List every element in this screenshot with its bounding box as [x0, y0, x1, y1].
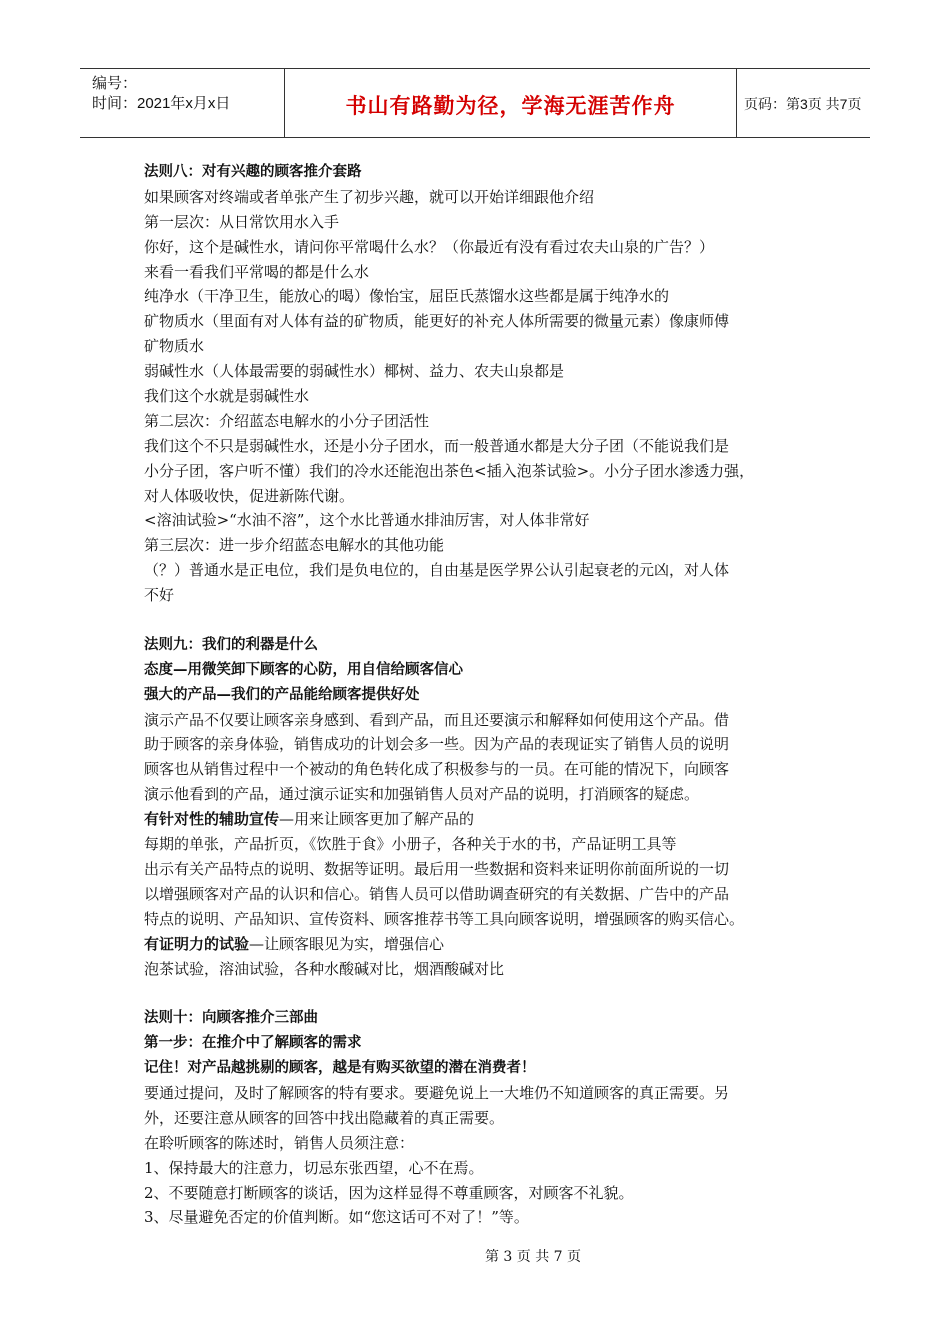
- header-page-info: 页码：第3页 共7页: [744, 96, 862, 112]
- header-motto-cell: [284, 69, 737, 137]
- paragraph-line: 每期的单张，产品折页，《饮胜于食》小册子，各种关于水的书，产品证明工具等: [144, 835, 677, 854]
- paragraph-line: 在聆听顾客的陈述时，销售人员须注意：: [144, 1133, 415, 1152]
- paragraph-line: 矿物质水: [144, 337, 205, 356]
- term-description: —让顾客眼见为实，增强信心: [249, 934, 445, 953]
- paragraph-line: 助于顾客的亲身体验，销售成功的计划会多一些。因为产品的表现证实了销售人员的说明: [144, 735, 730, 754]
- paragraph-line: （？）普通水是正电位，我们是负电位的，自由基是医学界公认引起衰老的元凶，对人体: [144, 561, 730, 580]
- paragraph-line: [144, 807, 824, 832]
- paragraph-line: 出示有关产品特点的说明、数据等证明。最后用一些数据和资料来证明你前面所说的一切: [144, 859, 730, 878]
- header-motto: 书山有路勤为径，学海无涯苦作舟: [345, 94, 676, 118]
- paragraph-line: 特点的说明、产品知识、宣传资料、顾客推荐书等工具向顾客说明，增强顾客的购买信心。: [144, 909, 745, 928]
- paragraph-line: 不好: [144, 586, 175, 605]
- list-item: 2、不要随意打断顾客的谈话，因为这样显得不尊重顾客，对顾客不礼貌。: [144, 1183, 634, 1202]
- document-body: [144, 160, 824, 1230]
- paragraph-line: 小分子团，客户听不懂）我们的冷水还能泡出茶色<插入泡茶试验>。小分子团水渗透力强，: [144, 461, 755, 480]
- paragraph-line: 泡茶试验，溶油试验，各种水酸碱对比，烟酒酸碱对比: [144, 959, 505, 978]
- header-page-cell: [736, 69, 870, 137]
- paragraph-line: [144, 932, 824, 957]
- footer-page-number: 第 3 页 共 7 页: [484, 1249, 582, 1265]
- bold-subheading: 态度—用微笑卸下顾客的心防，用自信给顾客信心: [144, 661, 463, 678]
- paragraph-line: 第三层次：进一步介绍蓝态电解水的其他功能: [144, 536, 445, 555]
- paragraph-line: 我们这个不只是弱碱性水，还是小分子团水，而一般普通水都是大分子团（不能说我们是: [144, 436, 730, 455]
- paragraph-line: 演示他看到的产品，通过演示证实和加强销售人员对产品的说明，打消顾客的疑虑。: [144, 785, 700, 804]
- paragraph-line: 来看一看我们平常喝的都是什么水: [144, 262, 370, 281]
- bold-subheading: 第一步：在推介中了解顾客的需求: [144, 1035, 362, 1052]
- doc-time-label: 时间：2021年x月x日: [92, 95, 231, 112]
- header-meta-cell: [80, 69, 284, 137]
- section-heading-rule-8: 法则八：对有兴趣的顾客推介套路: [144, 164, 362, 180]
- page-header: [80, 68, 870, 138]
- bold-term: 有证明力的试验: [144, 934, 250, 953]
- paragraph-line: 顾客也从销售过程中一个被动的角色转化成了积极参与的一员。在可能的情况下，向顾客: [144, 760, 730, 779]
- doc-number-label: 编号：: [92, 75, 138, 92]
- paragraph-line: 我们这个水就是弱碱性水: [144, 387, 310, 406]
- paragraph-line: 第二层次：介绍蓝态电解水的小分子团活性: [144, 411, 430, 430]
- paragraph-line: <溶油试验>“水油不溶”，这个水比普通水排油厉害，对人体非常好: [144, 511, 590, 530]
- paragraph-line: 矿物质水（里面有对人体有益的矿物质，能更好的补充人体所需要的微量元素）像康师傅: [144, 312, 730, 331]
- list-item: 3、尽量避免否定的价值判断。如“您这话可不对了！”等。: [144, 1208, 529, 1227]
- paragraph-line: 以增强顾客对产品的认识和信心。销售人员可以借助调查研究的有关数据、广告中的产品: [144, 884, 730, 903]
- paragraph-line: 要通过提问，及时了解顾客的特有要求。要避免说上一大堆仍不知道顾客的真正需要。另: [144, 1083, 730, 1102]
- term-description: —用来让顾客更加了解产品的: [279, 810, 475, 829]
- paragraph-line: 演示产品不仅要让顾客亲身感到、看到产品，而且还要演示和解释如何使用这个产品。借: [144, 710, 730, 729]
- paragraph-line: 第一层次：从日常饮用水入手: [144, 212, 340, 231]
- blank-line: [144, 981, 824, 1006]
- paragraph-line: 弱碱性水（人体最需要的弱碱性水）椰树、益力、农夫山泉都是: [144, 362, 565, 381]
- section-heading-rule-10: 法则十：向顾客推介三部曲: [144, 1010, 318, 1027]
- section-heading-rule-9: 法则九：我们的利器是什么: [144, 636, 318, 653]
- list-item: 1、保持最大的注意力，切忌东张西望，心不在焉。: [144, 1158, 484, 1177]
- bold-subheading: 记住！对产品越挑剔的顾客，越是有购买欲望的潜在消费者！: [144, 1060, 536, 1077]
- paragraph-line: 如果顾客对终端或者单张产生了初步兴趣，就可以开始详细跟他介绍: [144, 187, 595, 206]
- bold-subheading: 强大的产品—我们的产品能给顾客提供好处: [144, 686, 420, 703]
- bold-term: 有针对性的辅助宣传: [144, 810, 280, 829]
- paragraph-line: 外，还要注意从顾客的回答中找出隐藏着的真正需要。: [144, 1108, 505, 1127]
- blank-line: [144, 608, 824, 633]
- page-footer: [0, 1246, 950, 1266]
- paragraph-line: 你好，这个是碱性水，请问你平常喝什么水？（你最近有没有看过农夫山泉的广告？）: [144, 237, 715, 256]
- paragraph-line: 对人体吸收快，促进新陈代谢。: [144, 486, 355, 505]
- paragraph-line: 纯净水（干净卫生，能放心的喝）像怡宝，屈臣氏蒸馏水这些都是属于纯净水的: [144, 287, 670, 306]
